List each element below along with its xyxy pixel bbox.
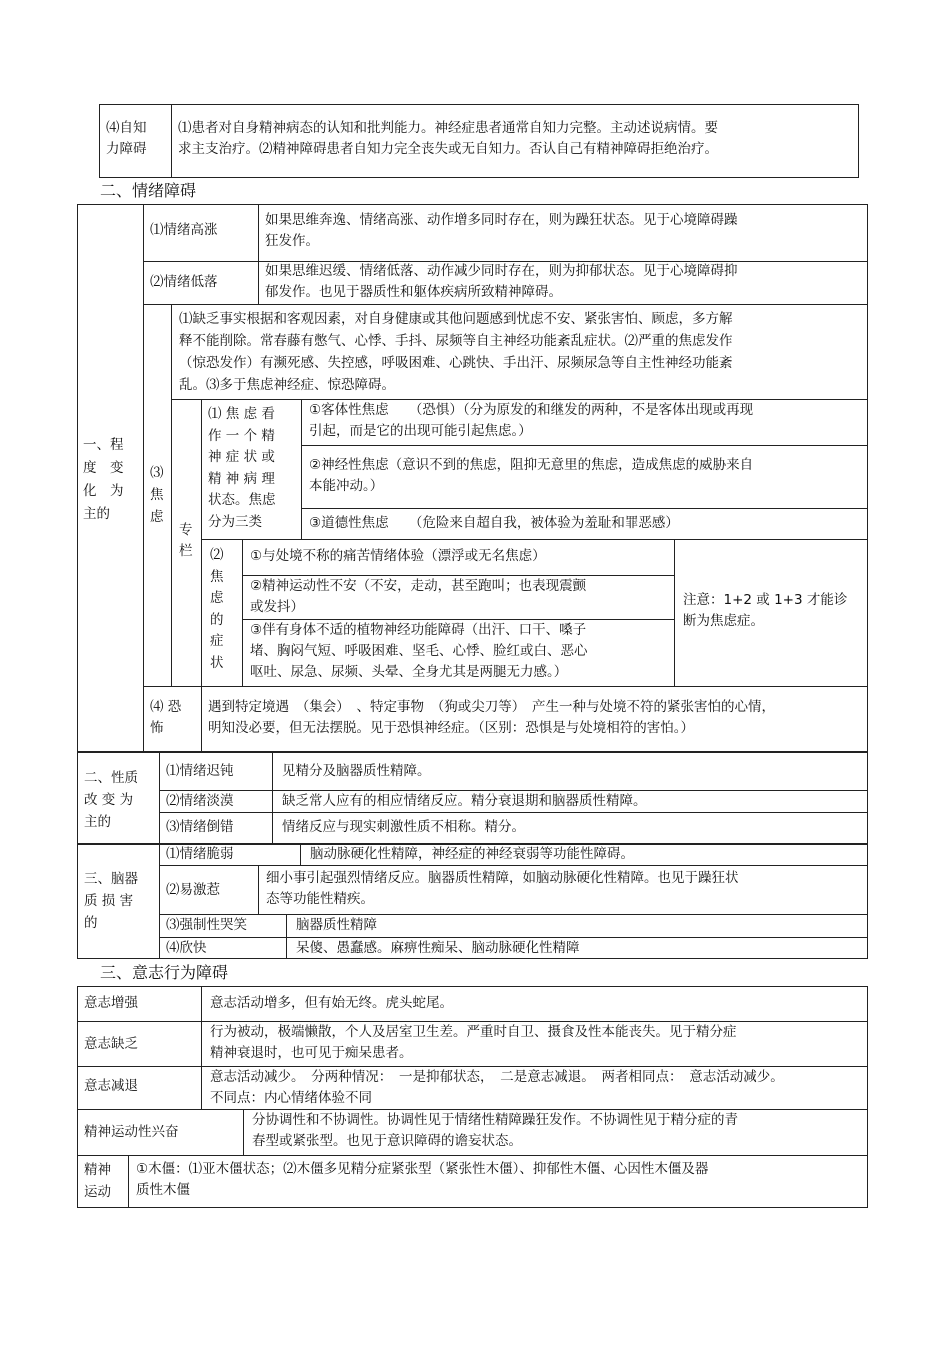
- forced-crying-text: 脑器质性精障: [296, 917, 377, 933]
- psychomotor-label: 精神 运动: [84, 1162, 111, 1200]
- special-column-label: 专 栏: [179, 522, 193, 559]
- anxiety-label: ⑶ 焦 虑: [150, 465, 164, 525]
- symptom-3: ③伴有身体不适的植物神经功能障碍（出汗、口干、嗓子 堵、胸闷气短、呼吸困难、坚毛、心悸、脸红或白、恶心 呕吐、尿急、尿频、头晕、全身尤其是两腿无力感。）: [250, 622, 588, 680]
- group3-label: 三、脑器 质 损 害 的: [84, 871, 138, 931]
- divider: [301, 508, 868, 509]
- forced-crying-label: ⑶强制性哭笑: [166, 917, 247, 933]
- phobia-label: ⑷ 恐 怖: [150, 699, 182, 736]
- group1-label: 一、程 度 变 化 为 主的: [83, 437, 124, 522]
- hypobulia-text: 意志活动减少。 分两种情况： 一是抑郁状态， 二是意志减退。 两者相同点： 意志活动减少。 不同点：内心情绪体验不同: [210, 1069, 784, 1106]
- divider: [159, 865, 868, 866]
- divider: [171, 304, 172, 686]
- anxiety-text: ⑴缺乏事实根据和客观因素，对自身健康或其他问题感到忧虑不安、紧张害怕、顾虑，多方解 释不能削除。常春藤有憋气、心悸、手抖、尿频等自主神经功能紊乱症状。⑵严重的焦虑发作 （惊恐发作）有濒死感、失控感，呼吸困难、心跳快、手出汗、尿频尿急等自主性神经功能紊 乱。⑶多于焦虑神经症、惊恐障碍。: [179, 311, 733, 393]
- divider: [301, 445, 868, 446]
- symptom-1: ①与处境不称的痛苦情绪体验（漂浮或无名焦虑）: [250, 548, 546, 564]
- hypobulia-label: 意志减退: [84, 1078, 138, 1094]
- apathy-label: ⑵情绪淡漠: [166, 793, 234, 809]
- diagnosis-note: 注意：1+2 或 1+3 才能诊 断为焦虑症。: [683, 592, 848, 629]
- hyperbulia-label: 意志增强: [84, 995, 138, 1011]
- divider: [143, 304, 868, 305]
- divider: [171, 104, 172, 178]
- divider: [674, 539, 675, 686]
- phobia-text: 遇到特定境遇 （集会） 、特定事物 （狗或尖刀等） 产生一种与处境不符的紧张害怕的心情， 明知没必要，但无法摆脱。见于恐惧神经症。（区别：恐惧是与处境相符的害怕。）: [208, 699, 775, 736]
- section-heading-emotion: 二、情绪障碍: [100, 181, 197, 200]
- moral-anxiety: ③道德性焦虑 （危险来自超自我，被体验为羞耻和罪恶感）: [309, 515, 679, 531]
- objective-anxiety: ①客体性焦虑 （恐惧）（分为原发的和继发的两种，不是客体出现或再现 引起，而是它的出现可能引起焦虑。）: [309, 402, 754, 439]
- divider: [159, 752, 160, 844]
- abulia-label: 意志缺乏: [84, 1036, 138, 1052]
- psychomotor-excitement-text: 分协调性和不协调性。协调性见于情绪性精障躁狂发作。不协调性见于精分症的青 春型或紧张型。也见于意识障碍的谵妄状态。: [252, 1112, 738, 1149]
- blunted-affect-label: ⑴情绪迟钝: [166, 763, 234, 779]
- stupor-text: ①木僵：⑴亚木僵状态；⑵木僵多见精分症紧张型（紧张性木僵）、抑郁性木僵、心因性木僵及器 质性木僵: [136, 1161, 709, 1198]
- neurotic-anxiety: ②神经性焦虑（意识不到的焦虑，阻抑无意里的焦虑，造成焦虑的威胁来自 本能冲动。）: [309, 457, 754, 494]
- symptom-2: ②精神运动性不安（不安，走动，甚至跑叫；也表现震颤 或发抖）: [250, 578, 587, 615]
- depression-label: ⑵情绪低落: [150, 274, 218, 290]
- group2-label: 二、性质 改 变 为 主的: [84, 770, 138, 830]
- apathy-text: 缺乏常人应有的相应情绪反应。精分衰退期和脑器质性精障。: [282, 793, 647, 809]
- divider: [301, 399, 302, 539]
- anxiety-types-label: ⑴ 焦 虑 看 作 一 个 精 神 症 状 或 精 神 病 理 状态。焦虑 分为三类: [208, 406, 276, 530]
- anxiety-symptoms-label: ⑵ 焦 虑 的 症 状: [210, 547, 224, 671]
- blunted-affect-text: 见精分及脑器质性精障。: [282, 763, 431, 779]
- abulia-text: 行为被动，极端懒散，个人及居室卫生差。严重时自卫、摄食及性本能丧失。见于精分症 精神衰退时，也可见于痴呆患者。: [210, 1024, 737, 1061]
- divider: [243, 1109, 244, 1155]
- parathymia-text: 情绪反应与现实刺激性质不相称。精分。: [282, 819, 525, 835]
- elation-text: 如果思维奔逸、情绪高涨、动作增多同时存在，则为躁狂状态。见于心境障碍躁 狂发作。: [265, 212, 738, 249]
- hyperbulia-text: 意志活动增多，但有始无终。虎头蛇尾。: [210, 995, 453, 1011]
- euphoria-label: ⑷欣快: [166, 940, 207, 956]
- parathymia-label: ⑶情绪倒错: [166, 819, 234, 835]
- irritability-text: 细小事引起强烈情绪反应。脑器质性精障，如脑动脉硬化性精障。也见于躁狂状 态等功能性精疾。: [266, 870, 739, 907]
- euphoria-text: 呆傻、愚蠢感。麻痹性痴呆、脑动脉硬化性精障: [296, 940, 580, 956]
- divider: [159, 914, 868, 915]
- section-heading-volition: 三、意志行为障碍: [100, 963, 229, 982]
- divider: [128, 1155, 129, 1208]
- divider: [258, 204, 259, 304]
- divider: [201, 986, 202, 1109]
- divider: [272, 752, 273, 844]
- psychomotor-excitement-label: 精神运动性兴奋: [84, 1124, 179, 1140]
- emotional-fragility-text: 脑动脉硬化性精障，神经症的神经衰弱等功能性障碍。: [310, 846, 634, 862]
- divider: [159, 812, 868, 813]
- divider: [143, 686, 868, 687]
- emotional-fragility-label: ⑴情绪脆弱: [166, 846, 234, 862]
- divider: [300, 844, 301, 865]
- divider: [143, 204, 144, 752]
- divider: [201, 539, 868, 540]
- irritability-label: ⑵易激惹: [166, 882, 220, 898]
- insight-text: ⑴患者对自身精神病态的认知和批判能力。神经症患者通常自知力完整。主动述说病情。要 求主支治疗。⑵精神障碍患者自知力完全丧失或无自知力。否认自己有精神障碍拒绝治疗。: [178, 120, 718, 157]
- depression-text: 如果思维迟缓、情绪低落、动作减少同时存在，则为抑郁状态。见于心境障碍抑 郁发作。也见于器质性和躯体疾病所致精神障碍。: [265, 263, 738, 300]
- divider: [77, 1155, 868, 1156]
- divider: [201, 686, 202, 752]
- insight-label: ⑷自知 力障碍: [106, 120, 147, 157]
- divider: [201, 399, 202, 686]
- divider: [159, 844, 160, 959]
- divider: [242, 539, 243, 686]
- divider: [258, 865, 259, 914]
- elation-label: ⑴情绪高涨: [150, 222, 218, 238]
